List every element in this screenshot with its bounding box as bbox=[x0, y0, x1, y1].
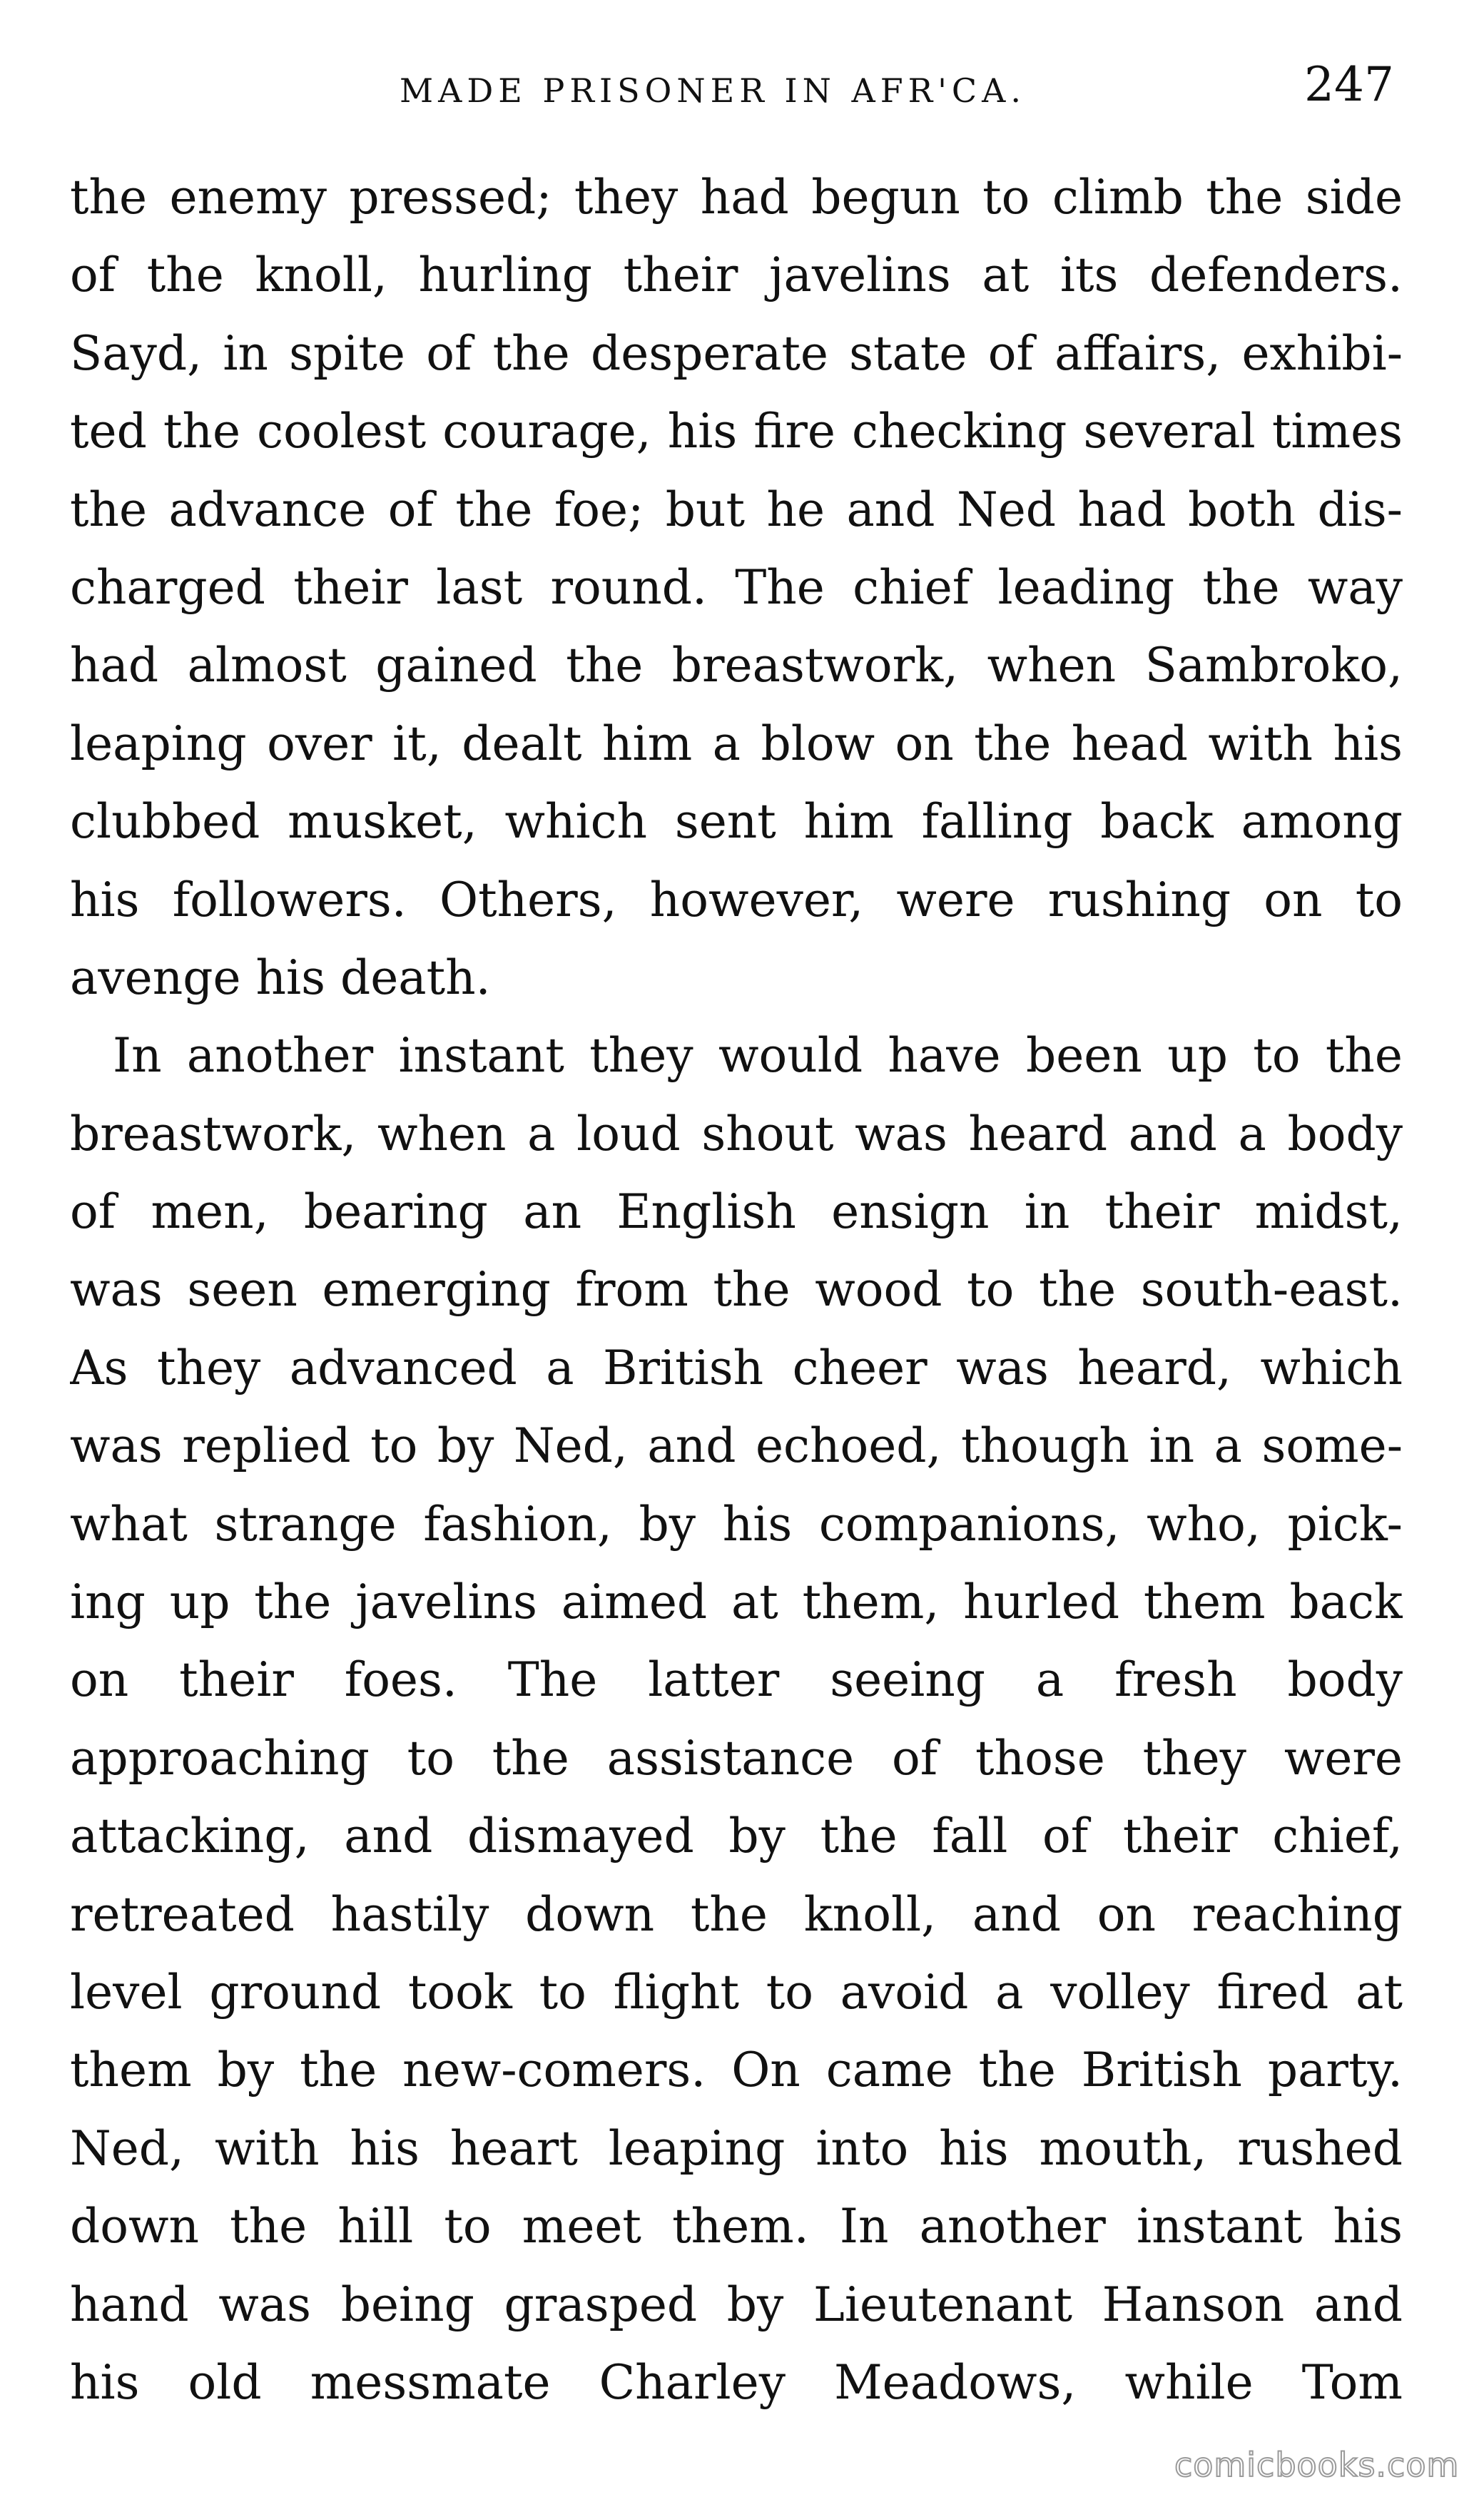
page-number: 247 bbox=[1304, 57, 1394, 112]
text-line: his old messmate Charley Meadows, while Tom bbox=[70, 2354, 1403, 2410]
text-line: Ned, with his heart leaping into his mouth, rushed bbox=[70, 2120, 1403, 2176]
paragraph-2 bbox=[70, 1017, 1403, 2421]
text-line: ing up the javelins aimed at them, hurled them back bbox=[70, 1575, 1403, 1630]
text-line: leaping over it, dealt him a blow on the head with his bbox=[70, 716, 1403, 771]
watermark: comicbooks.com bbox=[1174, 2446, 1460, 2484]
text-line: had almost gained the breastwork, when Sambroko, bbox=[70, 638, 1403, 693]
text-line: Sayd, in spite of the desperate state of affairs, exhibi- bbox=[70, 325, 1403, 381]
text-line: on their foes. The latter seeing a fresh body bbox=[70, 1652, 1403, 1708]
text-line: of the knoll, hurling their javelins at its defenders. bbox=[70, 248, 1403, 303]
body-text bbox=[70, 158, 1403, 2421]
text-line: breastwork, when a loud shout was heard and a body bbox=[70, 1106, 1403, 1161]
text-line: As they advanced a British cheer was heard, which bbox=[70, 1340, 1403, 1395]
text-line: the advance of the foe; but he and Ned had both dis- bbox=[70, 482, 1403, 537]
text-line: his followers. Others, however, were rushing on to bbox=[70, 872, 1403, 927]
text-line: of men, bearing an English ensign in their midst, bbox=[70, 1184, 1403, 1240]
text-line: approaching to the assistance of those they were bbox=[70, 1730, 1403, 1786]
text-line: In another instant they would have been up to the bbox=[113, 1028, 1403, 1084]
text-line: clubbed musket, which sent him falling back among bbox=[70, 794, 1403, 850]
text-line: attacking, and dismayed by the fall of their chief, bbox=[70, 1809, 1403, 1864]
text-line: them by the new-comers. On came the British party. bbox=[70, 2043, 1403, 2098]
text-line: was seen emerging from the wood to the south-east. bbox=[70, 1262, 1403, 1318]
running-title: MADE PRISONER IN AFR'CA. bbox=[400, 71, 1026, 110]
text-line: was replied to by Ned, and echoed, though in a some- bbox=[70, 1418, 1403, 1474]
paragraph-1 bbox=[70, 158, 1403, 1017]
text-line: what strange fashion, by his companions, who, pick- bbox=[70, 1496, 1403, 1552]
text-line: avenge his death. bbox=[70, 950, 491, 1005]
text-line: down the hill to meet them. In another instant his bbox=[70, 2199, 1403, 2254]
page-header bbox=[0, 50, 1484, 128]
text-line: charged their last round. The chief leading the way bbox=[70, 559, 1403, 615]
text-line: the enemy pressed; they had begun to climb the side bbox=[70, 170, 1403, 225]
text-line: retreated hastily down the knoll, and on reaching bbox=[70, 1886, 1403, 1942]
text-line: ted the coolest courage, his fire checking several times bbox=[70, 404, 1403, 459]
text-line: hand was being grasped by Lieutenant Hanson and bbox=[70, 2277, 1403, 2332]
text-line: level ground took to flight to avoid a volley fired at bbox=[70, 1964, 1403, 2020]
